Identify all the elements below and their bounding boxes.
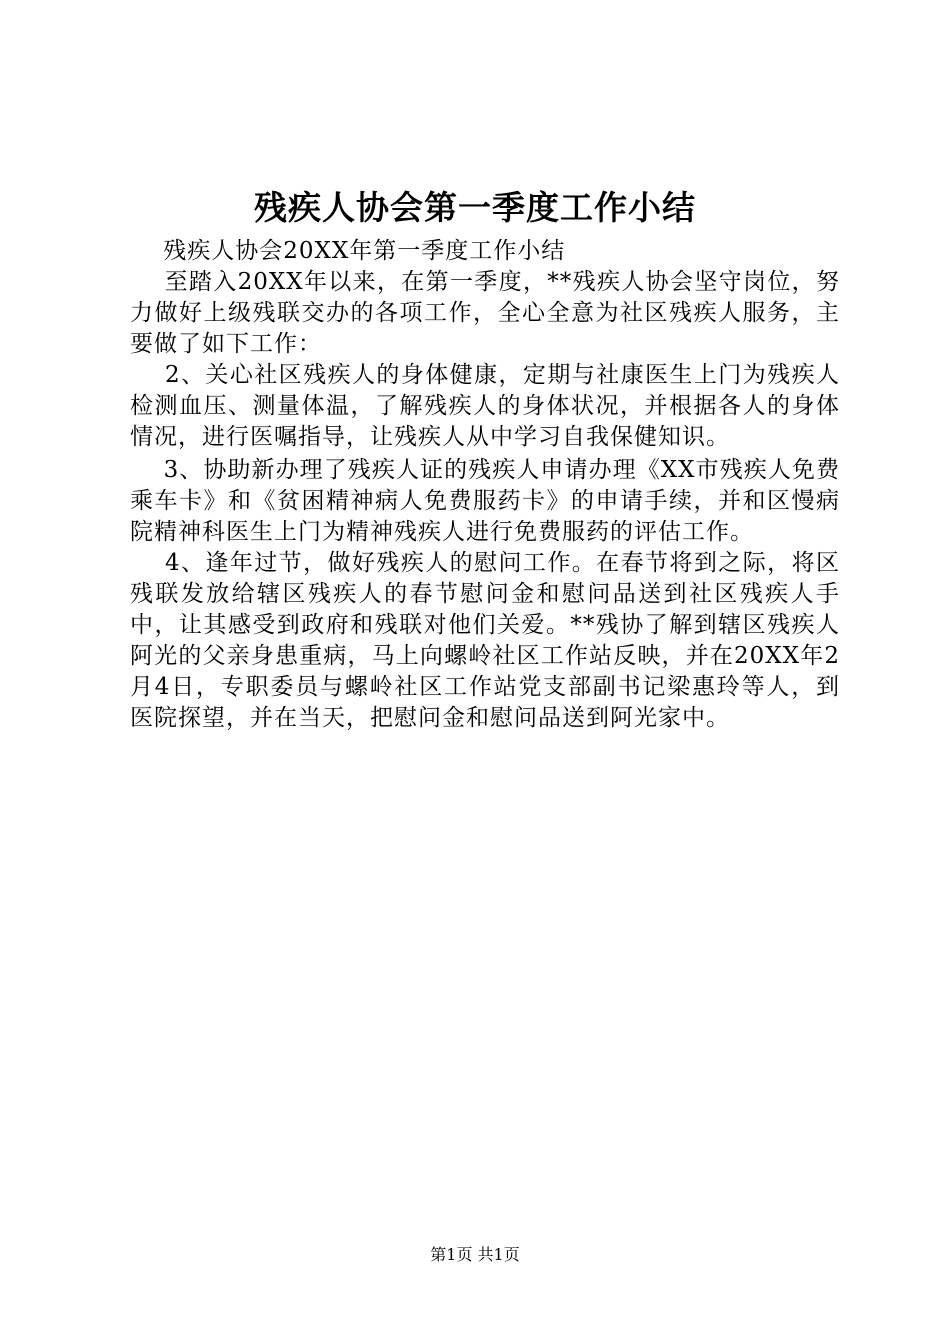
document-title: 残疾人协会第一季度工作小结 — [254, 188, 696, 227]
page-number-footer: 第1页 共1页 — [430, 1245, 520, 1264]
paragraph-intro: 至踏入20XX年以来，在第一季度，**残疾人协会坚守岗位，努力做好上级残联交办的各项工作，全心全意为社区残疾人服务，主要做了如下工作： — [130, 269, 841, 357]
paragraph-subtitle: 残疾人协会20XX年第一季度工作小结 — [130, 238, 566, 264]
paragraph-item-3: 3、协助新办理了残疾人证的残疾人申请办理《XX市残疾人免费乘车卡》和《贫困精神病人免费服药卡》的申请手续，并和区慢病院精神科医生上门为精神残疾人进行免费服药的评估工作。 — [130, 457, 840, 545]
paragraph-item-4: 4、逢年过节，做好残疾人的慰问工作。在春节将到之际，将区残联发放给辖区残疾人的春节慰问金和慰问品送到社区残疾人手中，让其感受到政府和残联对他们关爱。**残协了解到辖区残疾人阿光的父亲身患重病，马上向螺岭社区工作站反映，并在20XX年2月4日，专职委员与螺岭社区工作站党支部副书记梁惠玲等人，到医院探望，并在当天，把慰问金和慰问品送到阿光家中。 — [130, 550, 840, 731]
document-body — [130, 236, 840, 734]
paragraph-item-2: 2、关心社区残疾人的身体健康，定期与社康医生上门为残疾人检测血压、测量体温，了解残疾人的身体状况，并根据各人的身体情况，进行医嘱指导，让残疾人从中学习自我保健知识。 — [130, 362, 840, 450]
